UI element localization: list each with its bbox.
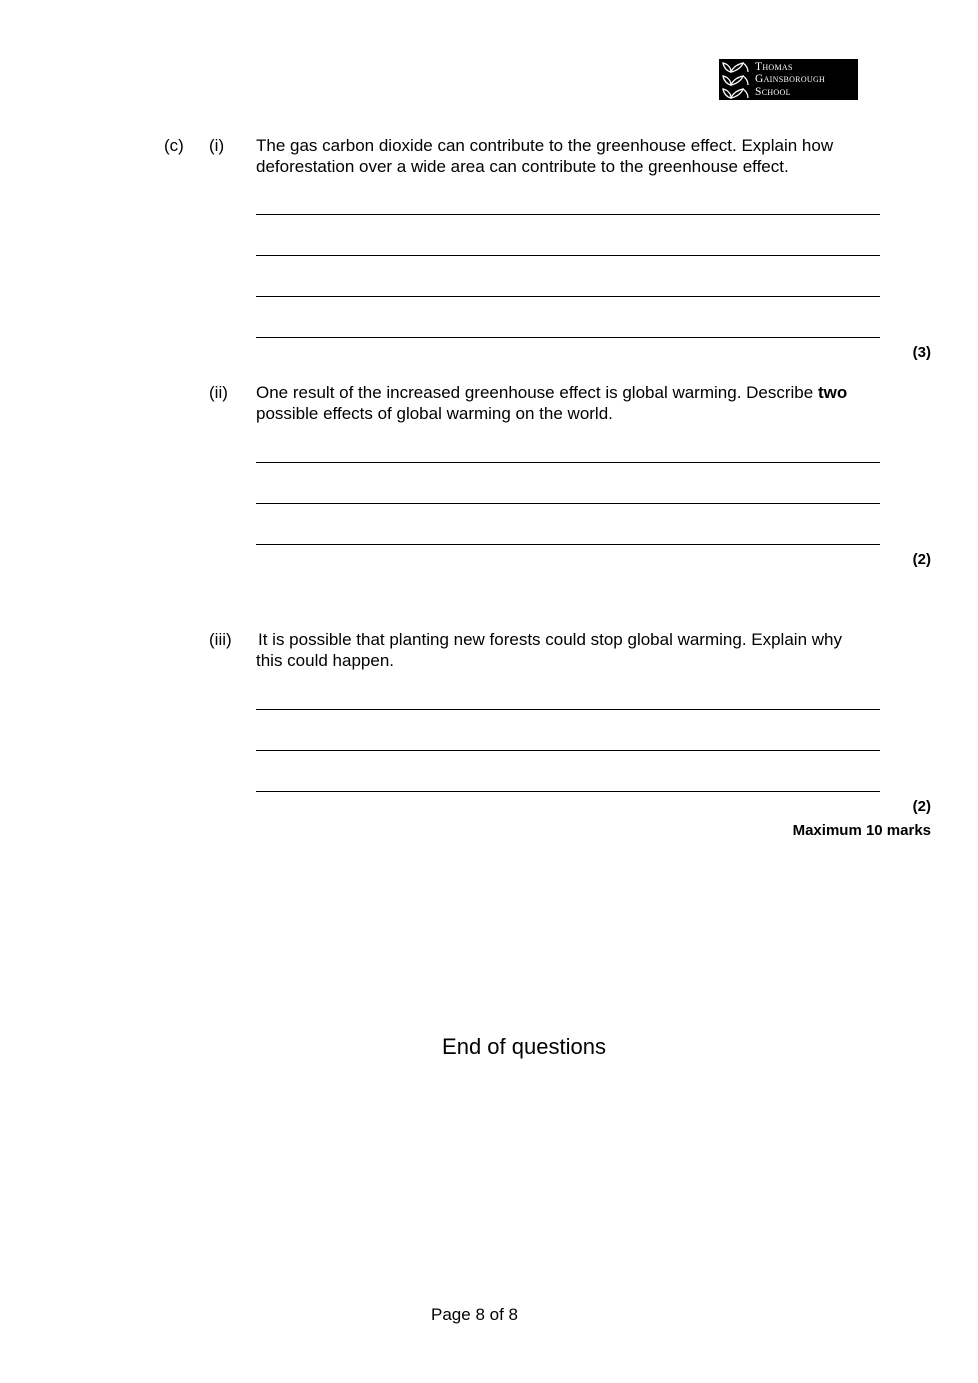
question-label-i: (i) xyxy=(209,136,225,155)
leaf-logo-icon xyxy=(719,59,753,100)
page-number: Page 8 of 8 xyxy=(431,1305,518,1324)
end-of-questions: End of questions xyxy=(442,1034,606,1059)
answer-line-ii-3[interactable] xyxy=(256,544,880,545)
maximum-marks: Maximum 10 marks xyxy=(792,822,931,839)
answer-line-i-3[interactable] xyxy=(256,296,880,297)
marks-i: (3) xyxy=(912,344,931,361)
answer-line-ii-2[interactable] xyxy=(256,503,880,504)
question-iii-line-1: It is possible that planting new forests could stop global warming. Explain why xyxy=(258,630,842,649)
question-i-line-1: The gas carbon dioxide can contribute to the greenhouse effect. Explain how xyxy=(256,136,834,155)
question-ii-line-1 xyxy=(256,382,896,403)
question-ii-line-2: possible effects of global warming on the world. xyxy=(256,404,613,423)
question-iii-text xyxy=(258,629,898,671)
question-ii-bold-word: two xyxy=(817,383,848,402)
question-i-text xyxy=(256,135,896,177)
question-ii-line-1-text: One result of the increased greenhouse effect is global warming. Describe xyxy=(256,383,818,402)
question-iii-line-2: this could happen. xyxy=(256,651,394,670)
marks-iii: (2) xyxy=(912,798,931,815)
question-label-ii: (ii) xyxy=(209,383,228,402)
question-i-line-2: deforestation over a wide area can contribute to the greenhouse effect. xyxy=(256,157,789,176)
answer-line-iii-1[interactable] xyxy=(256,709,880,710)
answer-line-i-4[interactable] xyxy=(256,337,880,338)
question-ii-text xyxy=(256,382,896,424)
answer-line-iii-3[interactable] xyxy=(256,791,880,792)
answer-line-i-1[interactable] xyxy=(256,214,880,215)
logo-wordmark xyxy=(753,61,825,99)
answer-line-ii-1[interactable] xyxy=(256,462,880,463)
question-label-iii: (iii) xyxy=(209,630,232,649)
logo-line-2: Gainsborough xyxy=(755,73,826,86)
part-label-c: (c) xyxy=(164,136,184,155)
school-logo xyxy=(719,59,858,100)
answer-line-iii-2[interactable] xyxy=(256,750,880,751)
logo-line-1: Thomas xyxy=(755,60,793,73)
answer-line-i-2[interactable] xyxy=(256,255,880,256)
marks-ii: (2) xyxy=(912,551,931,568)
logo-line-3: School xyxy=(755,85,791,98)
